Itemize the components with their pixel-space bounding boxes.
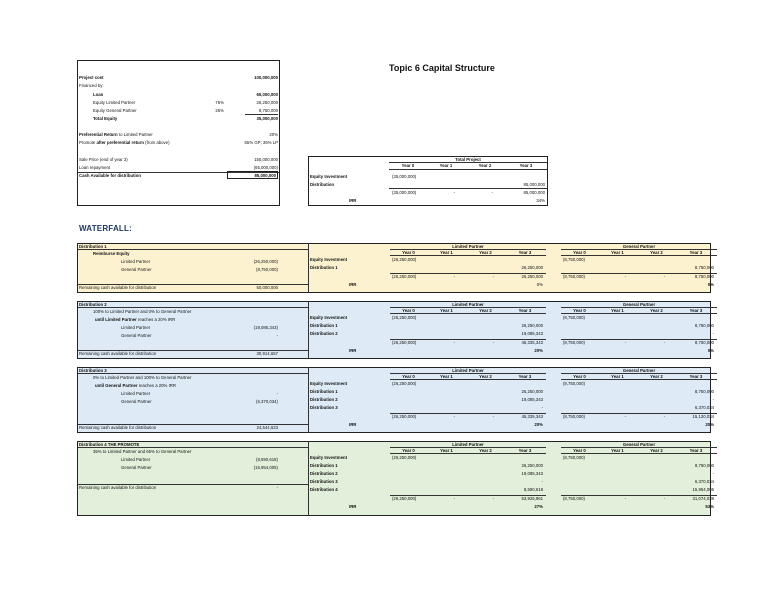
tp-equity-y0: (35,000,000) — [392, 174, 417, 179]
total-equity: 35,000,000 — [256, 116, 278, 121]
pref-label: Preferential Return to Limited Partner — [79, 132, 153, 137]
d4-remain-label: Remaining cash available for distribution — [79, 485, 157, 490]
d4-lp-dist4-y3: 8,590,618 — [523, 487, 543, 492]
d2-lp-header: Limited Partner — [452, 302, 484, 307]
d3-gp-total-y2: - — [663, 414, 665, 419]
d3-lp-year-2: Year 2 — [479, 374, 492, 379]
d2-gp-dist2-y3: - — [712, 331, 714, 336]
d1-gp-equity-y0: (8,750,000) — [563, 257, 585, 262]
waterfall-heading: WATERFALL: — [79, 224, 132, 233]
d3-remain-label: Remaining cash available for distribution — [79, 425, 157, 430]
d1-lp-equity-y0: (26,250,000) — [392, 257, 417, 262]
loan-value: 65,000,000 — [256, 92, 278, 97]
rule-line — [78, 447, 308, 448]
sale-label: Sale Price (end of year 3) — [79, 157, 128, 162]
d3-rule-line1: 0% to Limited Partner and 100% to General Partner — [93, 375, 192, 380]
total-project-header: Total Project — [455, 157, 481, 162]
d3-lp-label: Limited Partner — [121, 391, 151, 396]
d2-rule-line2: until Limited Partner reaches a 20% IRR — [95, 317, 176, 322]
d3-lp-total-y2: - — [492, 414, 494, 419]
d4-row-label-1: Distribution 1 — [310, 463, 338, 468]
d3-gp-dist3-y3: 6,370,034 — [694, 405, 714, 410]
d4-gp-header: General Partner — [622, 442, 656, 447]
d4-lp-dist2-y3: 19,085,343 — [521, 471, 543, 476]
d4-lp-total-y0: (26,250,000) — [392, 496, 417, 501]
d4-gp-equity-y0: (8,750,000) — [563, 455, 585, 460]
loanrep-value: (65,000,000) — [253, 165, 278, 170]
elp-label: Equity Limited Partner — [93, 100, 136, 105]
rule-line — [561, 453, 717, 454]
rule-line — [78, 249, 308, 250]
d2-gp-value: - — [276, 333, 278, 338]
d2-lp-value: (19,085,343) — [253, 325, 278, 330]
d1-gp-year-0: Year 0 — [573, 250, 586, 255]
d4-gp-dist3-y3: 6,370,034 — [694, 479, 714, 484]
tp-irr-value: 34% — [536, 198, 545, 203]
d4-row-label-3: Distribution 3 — [310, 479, 338, 484]
d4-gp-total-y2: - — [663, 496, 665, 501]
d4-lp-equity-y0: (26,250,000) — [392, 455, 417, 460]
d1-gp-total-y2: - — [663, 274, 665, 279]
d2-rule-line1: 100% to Limited Partner and 0% to General Partner — [93, 309, 192, 314]
d1-lp-total-y2: - — [492, 274, 494, 279]
d3-row-label-3: Distribution 3 — [310, 405, 338, 410]
rule-line — [78, 373, 308, 374]
d2-row-label-0: Equity Investment — [310, 315, 348, 320]
tp-dist-y3: 85,000,000 — [523, 182, 545, 187]
d3-rule-line2: until General Partner reaches a 20% IRR — [95, 383, 176, 388]
column-divider — [308, 301, 309, 359]
d3-gp-year-3: Year 3 — [689, 374, 703, 379]
d3-lp-value: - — [276, 391, 278, 396]
d2-lp-total-y0: (26,250,000) — [392, 340, 417, 345]
d1-lp-year-2: Year 2 — [479, 250, 492, 255]
d2-title: Distribution 2 — [79, 302, 107, 307]
d4-lp-total-y1: - — [453, 496, 455, 501]
d1-title: Distribution 1 — [79, 244, 107, 249]
d4-gp-label: General Partner — [121, 465, 152, 470]
d4-lp-year-1: Year 1 — [440, 448, 453, 453]
d4-irr-label: IRR — [349, 504, 357, 509]
d2-lp-equity-y0: (26,250,000) — [392, 315, 417, 320]
d4-lp-header: Limited Partner — [452, 442, 484, 447]
d2-lp-total-y1: - — [453, 340, 455, 345]
year-2: Year 2 — [478, 163, 492, 168]
d3-lp-year-0: Year 0 — [402, 374, 415, 379]
egp-pct: 25% — [215, 108, 224, 113]
d2-lp-year-1: Year 1 — [440, 308, 453, 313]
d3-lp-total-y1: - — [453, 414, 455, 419]
d4-gp-year-3: Year 3 — [689, 448, 703, 453]
d1-gp-irr: 0% — [707, 282, 714, 287]
d2-row-label-2: Distribution 2 — [310, 331, 338, 336]
d4-gp-total-y3: 31,074,039 — [692, 496, 714, 501]
d4-gp-year-1: Year 1 — [611, 448, 624, 453]
d2-lp-label: Limited Partner — [121, 325, 151, 330]
d4-gp-value: (15,954,005) — [253, 465, 278, 470]
pref-value: 20% — [269, 132, 278, 137]
d3-lp-year-1: Year 1 — [440, 374, 453, 379]
egp-label: Equity General Partner — [93, 108, 137, 113]
d2-lp-dist1-y3: 26,250,000 — [521, 323, 543, 328]
d3-lp-year-3: Year 3 — [518, 374, 532, 379]
d4-lp-year-2: Year 2 — [479, 448, 492, 453]
project-cost-label: Project cost — [79, 75, 104, 80]
d4-lp-year-0: Year 0 — [402, 448, 415, 453]
d2-gp-total-y1: - — [624, 340, 626, 345]
d3-row-label-1: Distribution 1 — [310, 389, 338, 394]
d3-gp-year-1: Year 1 — [611, 374, 624, 379]
d3-lp-dist3-y3: - — [541, 405, 543, 410]
d4-lp-irr: 27% — [534, 504, 543, 509]
d1-row-label-0: Equity Investment — [310, 257, 348, 262]
d1-lp-year-3: Year 3 — [518, 250, 532, 255]
d2-gp-label: General Partner — [121, 333, 152, 338]
loan-label: Loan — [93, 92, 104, 97]
column-divider — [308, 441, 309, 516]
d3-lp-dist2-y3: 19,085,343 — [521, 397, 543, 402]
d3-gp-total-y1: - — [624, 414, 626, 419]
rule-line — [561, 313, 717, 314]
d2-lp-dist2-y3: 19,085,343 — [521, 331, 543, 336]
year-0: Year 0 — [401, 163, 415, 168]
d2-gp-year-0: Year 0 — [573, 308, 586, 313]
year-3: Year 3 — [519, 163, 533, 168]
d1-lp-header: Limited Partner — [452, 244, 484, 249]
d4-lp-dist3-y3: - — [541, 479, 543, 484]
sale-value: 150,000,000 — [254, 157, 278, 162]
rule-line — [561, 379, 717, 380]
d3-gp-header: General Partner — [622, 368, 656, 373]
d4-row-label-0: Equity Investment — [310, 455, 348, 460]
cash-label: Cash Available for distribution — [79, 173, 141, 178]
promote-label: Promote after preferential return (from above) — [79, 140, 170, 145]
d1-subtitle: Reimburse Equity — [93, 251, 130, 256]
d2-lp-total-y3: 45,335,343 — [521, 340, 543, 345]
d1-gp-year-1: Year 1 — [611, 250, 624, 255]
d1-remain-value: 50,000,000 — [256, 285, 278, 290]
elp-pct: 75% — [215, 100, 224, 105]
d3-gp-irr: 20% — [705, 422, 714, 427]
d4-lp-total-y3: 53,925,961 — [521, 496, 543, 501]
d2-gp-irr: 0% — [707, 348, 714, 353]
d1-lp-irr: 0% — [536, 282, 543, 287]
d2-lp-irr: 20% — [534, 348, 543, 353]
elp-value: 26,250,000 — [256, 100, 278, 105]
d4-gp-dist4-y3: 15,954,005 — [692, 487, 714, 492]
column-divider — [308, 367, 309, 433]
d2-gp-total-y2: - — [663, 340, 665, 345]
rule-line — [561, 255, 717, 256]
d1-lp-value: (26,250,000) — [253, 259, 278, 264]
d2-lp-year-0: Year 0 — [402, 308, 415, 313]
financed-by: Financed by: — [79, 83, 104, 88]
rule-line — [390, 255, 546, 256]
d2-gp-year-3: Year 3 — [689, 308, 703, 313]
d4-lp-total-y2: - — [492, 496, 494, 501]
d4-title: Distribution 4 THE PROMOTE — [79, 442, 140, 447]
rule-line — [390, 453, 546, 454]
d2-lp-year-3: Year 3 — [518, 308, 532, 313]
d2-gp-year-2: Year 2 — [650, 308, 663, 313]
d3-row-label-2: Distribution 2 — [310, 397, 338, 402]
d3-gp-value: (6,370,034) — [256, 399, 278, 404]
d4-gp-dist1-y3: 8,750,000 — [694, 463, 714, 468]
d3-gp-year-2: Year 2 — [650, 374, 663, 379]
d3-lp-total-y0: (26,250,000) — [392, 414, 417, 419]
d4-gp-dist2-y3: - — [712, 471, 714, 476]
rule-line — [390, 313, 546, 314]
rule-line — [78, 307, 308, 308]
total-equity-label: Total Equity — [93, 116, 118, 121]
d4-gp-year-2: Year 2 — [650, 448, 663, 453]
d1-gp-year-2: Year 2 — [650, 250, 663, 255]
d3-gp-year-0: Year 0 — [573, 374, 586, 379]
d2-gp-total-y3: 8,750,000 — [694, 340, 714, 345]
d2-irr-label: IRR — [349, 348, 357, 353]
d1-gp-year-3: Year 3 — [689, 250, 703, 255]
d3-lp-dist1-y3: 26,250,000 — [521, 389, 543, 394]
d2-remain-value: 30,914,657 — [256, 351, 278, 356]
d1-irr-label: IRR — [349, 282, 357, 287]
d2-gp-dist1-y3: 8,750,000 — [694, 323, 714, 328]
tp-total-y2: - — [491, 190, 493, 195]
d1-gp-total-y0: (8,750,000) — [563, 274, 585, 279]
d3-gp-dist1-y3: 8,750,000 — [694, 389, 714, 394]
d4-gp-irr: 53% — [705, 504, 714, 509]
project-cost: 100,000,000 — [254, 75, 278, 80]
d1-lp-total-y1: - — [453, 274, 455, 279]
d2-remain-label: Remaining cash available for distribution — [79, 351, 157, 356]
d4-gp-total-y0: (8,750,000) — [563, 496, 585, 501]
d1-remain-label: Remaining cash available for distribution — [79, 285, 157, 290]
d4-row-label-4: Distribution 4 — [310, 487, 338, 492]
tp-dist-label: Distribution — [310, 182, 335, 187]
d2-lp-year-2: Year 2 — [479, 308, 492, 313]
d3-gp-equity-y0: (8,750,000) — [563, 381, 585, 386]
d3-gp-total-y0: (8,750,000) — [563, 414, 585, 419]
d4-lp-dist1-y3: 26,250,000 — [521, 463, 543, 468]
d2-row-label-1: Distribution 1 — [310, 323, 338, 328]
tp-irr-label: IRR — [349, 198, 357, 203]
d3-lp-irr: 20% — [534, 422, 543, 427]
tp-equity-label: Equity Investment — [310, 174, 348, 179]
page-title: Topic 6 Capital Structure — [389, 63, 495, 73]
d4-lp-label: Limited Partner — [121, 457, 151, 462]
d1-gp-dist1-y3: 8,750,000 — [694, 265, 714, 270]
d3-irr-label: IRR — [349, 422, 357, 427]
promote-value: 65% GP; 35% LP — [244, 140, 278, 145]
d1-row-label-1: Distribution 1 — [310, 265, 338, 270]
d3-title: Distribution 3 — [79, 368, 107, 373]
d3-gp-dist2-y3: - — [712, 397, 714, 402]
d1-gp-value: (8,750,000) — [256, 267, 278, 272]
d3-lp-total-y3: 45,335,343 — [521, 414, 543, 419]
d3-remain-value: 24,544,623 — [256, 425, 278, 430]
tp-total-y1: - — [453, 190, 455, 195]
d1-gp-label: General Partner — [121, 267, 152, 272]
d3-lp-equity-y0: (26,250,000) — [392, 381, 417, 386]
d3-lp-header: Limited Partner — [452, 368, 484, 373]
d2-lp-total-y2: - — [492, 340, 494, 345]
loanrep-label: Loan repayment — [79, 165, 111, 170]
d4-rule-line1: 35% to Limited Partner and 65% to General Partner — [93, 449, 192, 454]
tp-total-y0: (35,000,000) — [392, 190, 417, 195]
d2-gp-header: General Partner — [622, 302, 656, 307]
d4-row-label-2: Distribution 2 — [310, 471, 338, 476]
egp-value: 8,750,000 — [258, 108, 278, 113]
column-divider — [308, 243, 309, 293]
tp-total-y3: 85,000,000 — [523, 190, 545, 195]
d1-lp-year-0: Year 0 — [402, 250, 415, 255]
d1-gp-header: General Partner — [622, 244, 656, 249]
d3-row-label-0: Equity Investment — [310, 381, 348, 386]
rule-line — [390, 379, 546, 380]
d3-gp-label: General Partner — [121, 399, 152, 404]
d1-lp-total-y0: (26,250,000) — [392, 274, 417, 279]
d2-gp-year-1: Year 1 — [611, 308, 624, 313]
d1-gp-total-y1: - — [624, 274, 626, 279]
d4-remain-value: - — [276, 485, 278, 490]
year-1: Year 1 — [439, 163, 453, 168]
d4-lp-year-3: Year 3 — [518, 448, 532, 453]
d2-gp-total-y0: (8,750,000) — [563, 340, 585, 345]
d2-gp-equity-y0: (8,750,000) — [563, 315, 585, 320]
d1-lp-total-y3: 26,250,000 — [521, 274, 543, 279]
d4-gp-total-y1: - — [624, 496, 626, 501]
cash-value: 85,000,000 — [254, 173, 276, 178]
d1-lp-label: Limited Partner — [121, 259, 151, 264]
d1-gp-total-y3: 8,750,000 — [694, 274, 714, 279]
d1-lp-dist1-y3: 26,250,000 — [521, 265, 543, 270]
d1-lp-year-1: Year 1 — [440, 250, 453, 255]
d4-gp-year-0: Year 0 — [573, 448, 586, 453]
d3-gp-total-y3: 15,120,034 — [692, 414, 714, 419]
d4-lp-value: (8,590,618) — [256, 457, 278, 462]
